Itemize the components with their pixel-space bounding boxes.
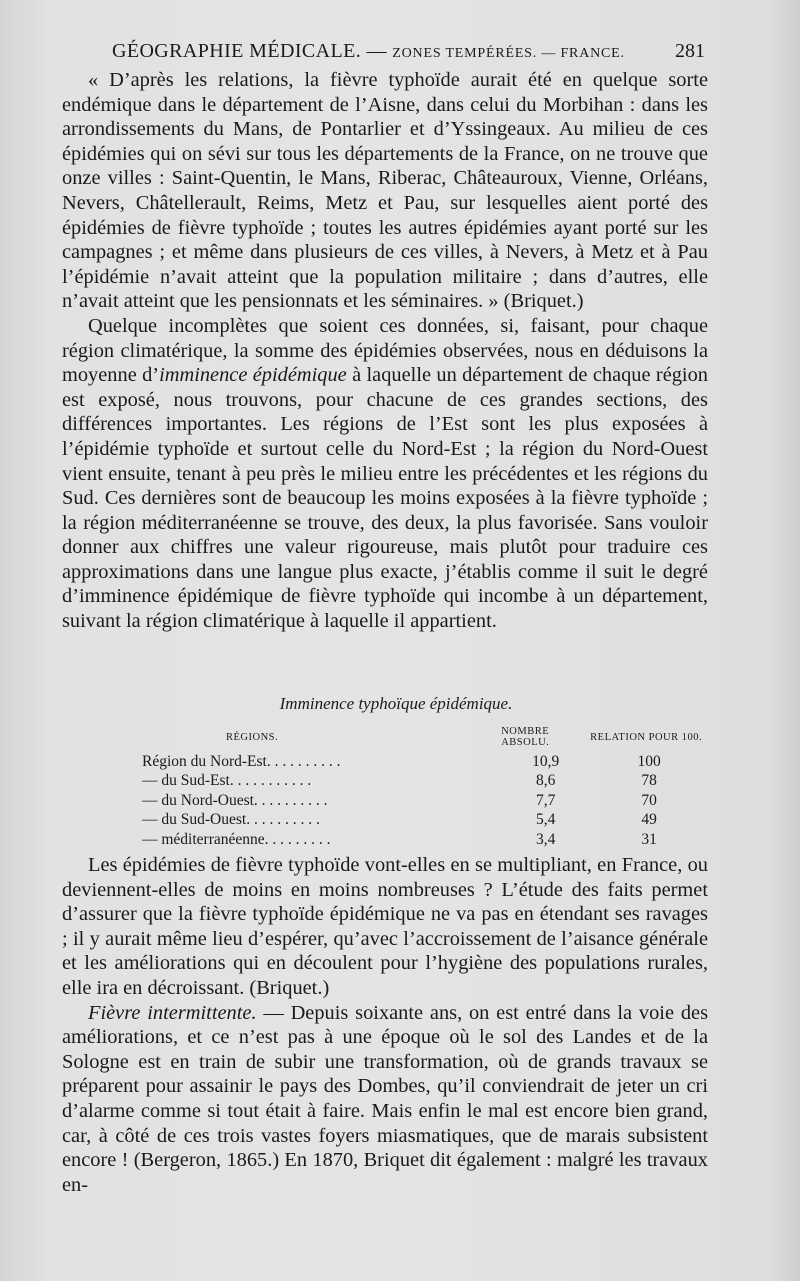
section-heading-fievre-intermittente: Fièvre intermittente.	[88, 1001, 257, 1024]
relation-cell: 70	[641, 791, 657, 809]
region-cell: — du Sud-Ouest. . . . . . . . . .	[142, 811, 320, 829]
analysis-paragraph	[62, 314, 708, 634]
running-head	[0, 40, 800, 70]
analysis-text-end: à laquelle un département de chaque région est exposé, nous trouvons, pour chacune de ces grandes sections, des différences importantes. Les régions de l’Est sont les plus exposées à l’épidémie typhoïde et surtout celle du Nord-Est ; la région du Nord-Ouest vient ensuite, tenant à peu près le milieu entre les précédentes et les régions du Sud. Ces dernières sont de beaucoup les moins exposées à la fièvre typhoïde ; la région méditerranéenne se trouve, des deux, la plus favorisée. Sans vouloir donner aux chiffres une valeur rigoureuse, mais plutôt pour traduire ces approximations dans une langue plus exacte, j’établis comme il suit le degré d’imminence épidémique de fièvre typhoïde qui incombe à un département, suivant la région climatérique à laquelle il appartient.	[62, 364, 708, 633]
header-nombre-absolu: NOMBRE ABSOLU.	[501, 726, 550, 748]
main-text-continued	[62, 853, 708, 1197]
relation-cell: 100	[637, 752, 661, 770]
absolu-cell: 10,9	[532, 752, 560, 770]
absolu-cell: 3,4	[535, 830, 556, 848]
table-row	[62, 791, 708, 811]
quote-paragraph: « D’après les relations, la fièvre typhoïde aurait été en quelque sorte endémique dans le département de l’Aisne, dans celui du Morbihan : dans les arrondissements du Mans, de Pontarlier et d’Yssingeaux. Au milieu de ces épidémies qui on sévi sur tous les départements de la France, on ne trouve que onze villes : Saint-Quentin, le Mans, Riberac, Châteauroux, Vienne, Orléans, Nevers, Châtellerault, Reims, Metz et Pau, sur lesquelles aient porté des épidémies de fièvre typhoïde ; toutes les autres épidémies ayant porté sur les campagnes ; et même dans plusieurs de ces villes, à Nevers, à Metz et à Pau l’épidémie n’avait atteint que la population militaire ; dans d’autres, elle n’avait atteint que les pensionnats et les séminaires. » (Briquet.)	[62, 69, 708, 313]
fievre-intermittente-text: — Depuis soixante ans, on est entré dans la voie des améliorations, et ce n’est pas à une époque où le sol des Landes et de la Sologne est en train de subir une transformation, où de grands travaux se préparent pour assainir le pays des Dombes, qu’il conviendrait de jeter un cri d’alarme comme si tout était à faire. Mais enfin le mal est encore bien grand, car, à côté de ces trois vastes foyers miasmatiques, que de marais subsistent encore ! (Bergeron, 1865.) En 1870, Briquet dit également : malgré les travaux en-	[62, 1001, 709, 1196]
absolu-cell: 5,4	[535, 811, 556, 829]
imminence-table	[62, 720, 708, 850]
region-cell: — du Nord-Ouest. . . . . . . . . .	[142, 791, 328, 809]
relation-cell: 78	[641, 772, 657, 790]
imminence-table-block	[62, 694, 708, 850]
running-title	[112, 40, 625, 63]
region-cell: Région du Nord-Est. . . . . . . . . .	[142, 752, 341, 770]
header-relation: RELATION POUR 100.	[590, 731, 703, 743]
table-row	[62, 772, 708, 792]
table-header-row	[62, 720, 708, 752]
page-number: 281	[675, 40, 705, 62]
running-title-main: GÉOGRAPHIE MÉDICALE. —	[112, 40, 393, 62]
table-row	[62, 811, 708, 831]
relation-cell: 31	[641, 830, 657, 848]
table-row	[62, 830, 708, 850]
analysis-text-start: Quelque incomplètes que soient ces données, si, faisant, pour chaque région climatérique, la somme des épidémies observées, nous en déduisons la moyenne d’	[62, 314, 708, 387]
region-cell: — du Sud-Est. . . . . . . . . . .	[142, 772, 312, 790]
table-row	[62, 752, 708, 772]
absolu-cell: 8,6	[535, 772, 556, 790]
absolu-cell: 7,7	[535, 791, 556, 809]
trend-paragraph: Les épidémies de fièvre typhoïde vont-elles en se multipliant, en France, ou deviennent-elles de moins en moins nombreuses ? L’étude des faits permet d’assurer que la fièvre typhoïde épidémique ne va pas en étendant ses ravages ; il y aurait même lieu d’espérer, qu’avec l’accroissement de l’aisance générale et les améliorations qui en découlent pour l’hygiène des populations rurales, elle ira en décroissant. (Briquet.)	[62, 854, 708, 999]
analysis-italic-term: imminence épidémique	[159, 364, 347, 387]
relation-cell: 49	[641, 811, 657, 829]
running-title-section: ZONES TEMPÉRÉES. — FRANCE.	[392, 46, 625, 61]
header-regions: RÉGIONS.	[226, 731, 279, 743]
main-text	[62, 68, 708, 634]
region-cell: — méditerranéenne. . . . . . . . .	[142, 830, 331, 848]
fievre-intermittente-paragraph	[62, 1001, 708, 1198]
table-title: Imminence typhoïque épidémique.	[279, 694, 513, 713]
